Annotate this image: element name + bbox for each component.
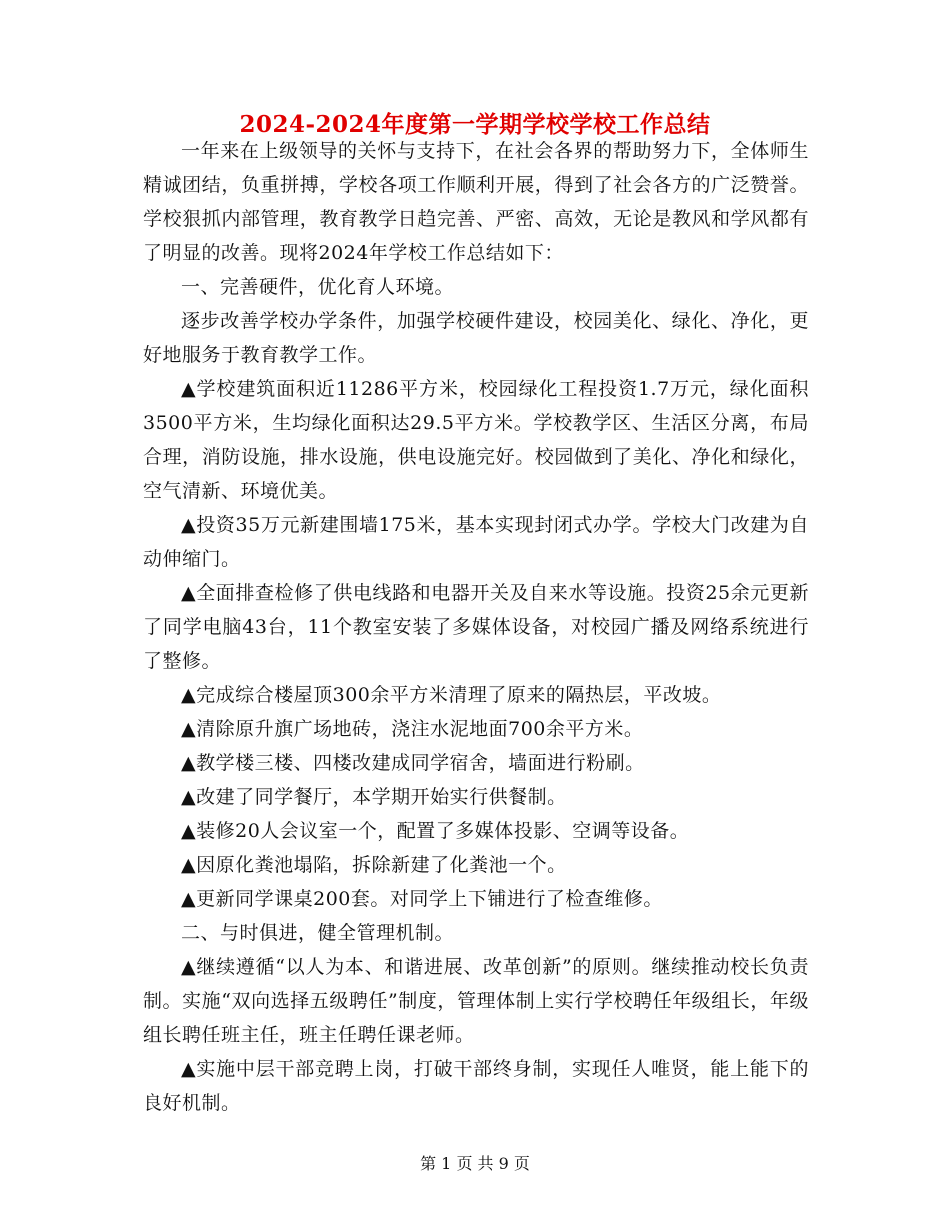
bullet-item: ▲继续遵循“以人为本、和谐进展、改革创新”的原则。继续推动校长负责制。实施“双向选择五级聘任”制度，管理体制上实行学校聘任年级组长，年级组长聘任班主任，班主任聘任课老师。 [143, 956, 809, 1046]
bullet-item: ▲改建了同学餐厅，本学期开始实行供餐制。 [181, 786, 567, 808]
bullet-item: ▲教学楼三楼、四楼改建成同学宿舍，墙面进行粉刷。 [181, 752, 645, 774]
document-title: 2024-2024年度第一学期学校学校工作总结 [239, 111, 711, 138]
bullet-item: ▲因原化粪池塌陷，拆除新建了化粪池一个。 [181, 854, 567, 876]
page-number-label: 第 1 页 共 9 页 [420, 1154, 530, 1173]
document-body [143, 134, 809, 1120]
bullet-item: ▲实施中层干部竞聘上岗，打破干部终身制，实现任人唯贤，能上能下的良好机制。 [143, 1058, 809, 1114]
bullet-item: ▲全面排查检修了供电线路和电器开关及自来水等设施。投资25余元更新了同学电脑43台，11个教室安装了多媒体设备，对校园广播及网络系统进行了整修。 [143, 582, 809, 672]
bullet-item: ▲学校建筑面积近11286平方米，校园绿化工程投资1.7万元，绿化面积3500平方米，生均绿化面积达29.5平方米。学校教学区、生活区分离，布局合理，消防设施，排水设施，供电设施完好。校园做到了美化、净化和绿化，空气清新、环境优美。 [143, 378, 809, 502]
paragraph: 逐步改善学校办学条件，加强学校硬件建设，校园美化、绿化、净化，更好地服务于教育教学工作。 [143, 310, 809, 366]
section-heading-2: 二、与时俱进，健全管理机制。 [181, 922, 455, 944]
bullet-item: ▲清除原升旗广场地砖，浇注水泥地面700余平方米。 [181, 718, 644, 740]
page-footer [0, 1152, 950, 1176]
paragraph-intro: 一年来在上级领导的关怀与支持下，在社会各界的帮助努力下，全体师生精诚团结，负重拼搏，学校各项工作顺利开展，得到了社会各方的广泛赞誉。学校狠抓内部管理，教育教学日趋完善、严密、高效，无论是教风和学风都有了明显的改善。现将2024年学校工作总结如下： [143, 140, 809, 264]
bullet-item: ▲投资35万元新建围墙175米，基本实现封闭式办学。学校大门改建为自动伸缩门。 [143, 514, 809, 570]
bullet-item: ▲完成综合楼屋顶300余平方米清理了原来的隔热层，平改坡。 [181, 684, 722, 706]
section-heading-1: 一、完善硬件，优化育人环境。 [181, 276, 455, 298]
bullet-item: ▲装修20人会议室一个，配置了多媒体投影、空调等设备。 [181, 820, 690, 842]
bullet-item: ▲更新同学课桌200套。对同学上下铺进行了检查维修。 [181, 888, 663, 910]
